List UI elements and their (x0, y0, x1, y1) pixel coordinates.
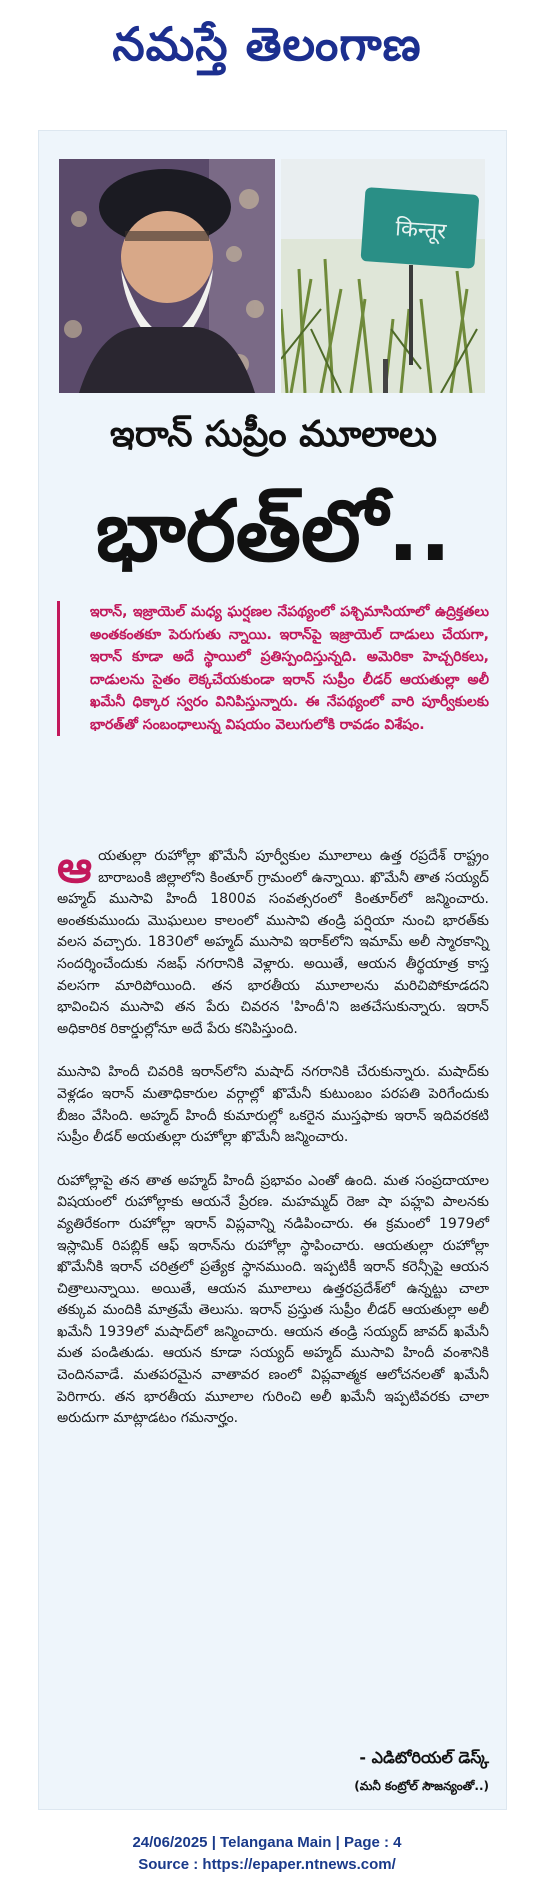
source-link[interactable]: Source : https://epaper.ntnews.com/ (138, 1856, 396, 1873)
article-body (57, 842, 489, 1452)
byline: - ఎడిటోరియల్ డెస్క్ (359, 1748, 489, 1767)
newspaper-logo: నమస్తే తెలంగాణ (112, 17, 422, 71)
cleric-portrait-image (59, 159, 275, 393)
masthead (0, 0, 534, 86)
news-clipping (38, 130, 507, 1810)
courtesy-note: (మనీ కంట్రోల్ సౌజన్యంతో..) (354, 1779, 489, 1793)
standfirst-text: ఇరాన్, ఇజ్రాయెల్ మధ్య ఘర్షణల నేపథ్యంలో పశ్చిమాసియాలో ఉద్రిక్తతలు అంతకంతకూ పెరుగుతు న్నాయి. ఇరాన్‌పై ఇజ్రాయెల్ దాడులు చేయగా, ఇరాన్ కూడా అదే స్థాయిలో ప్రతిస్పందిస్తున్నది. అమెరికా హెచ్చరికలు, దాడులను సైతం లెక్కచేయకుండా ఇరాన్ సుప్రీం లీడర్ ఆయతుల్లా అలీ ఖమేనీ ధిక్కార స్వరం వినిపిస్తున్నారు. ఈ నేపథ్యంలో వారి పూర్వీకులకు భారత్‌తో సంబంధాలున్న విషయం వెలుగులోకి రావడం విశేషం. (90, 604, 489, 733)
body-paragraph-3: రుహోల్లాపై తన తాత అహ్మద్ హిందీ ప్రభావం ఎంతో ఉంది. మత సంప్రదాయాల విషయంలో రుహోల్లాకు ఆయనే ప్రేరణ. మహమ్మద్ రెజా షా పహ్లవి పాలనకు వ్యతిరేకంగా రుహోల్లా ఇరాన్ విప్లవాన్ని నడిపించారు. ఈ క్రమంలో 1979లో ఇస్లామిక్ రిపబ్లిక్ ఆఫ్ ఇరాన్‌ను రుహోల్లా స్థాపించారు. ఆయతుల్లా రుహోల్లా ఖొమేనీకి ఇరాన్ చరిత్రలో ప్రత్యేక స్థానముంది. ఇప్పటికీ ఇరాన్ కరెన్సీపై ఆయన చిత్రాలున్నాయి. అయితే, ఆయన మూలాలు ఉత్తరప్రదేశ్‌లో ఉన్నట్టు చాలా తక్కువ మందికి మాత్రమే తెలుసు. ఇరాన్ ప్రస్తుత సుప్రీం లీడర్ ఆయతుల్లా అలీ ఖమేనీ 1939లో మషాద్‌లో జన్మించారు. ఆయన తండ్రి సయ్యద్ జావద్ ఖమేనీ మత పండితుడు. ఆయన కూడా సయ్యద్ అహ్మద్ ముసావి హిందీ వంశానికి చెందినవాడే. మతపరమైన వాతావర ణంలో విప్లవాత్మక ఆలోచనలతో ఖమేనీ పెరిగారు. తన భారతీయ మూలాల గురించి అలీ ఖమేనీ ఇప్పటివరకు చాలా అరుదుగా మాట్లాడటం గమనార్హం. (57, 1172, 489, 1427)
photo-strip (59, 159, 485, 393)
headline-line-1: ఇరాన్ సుప్రీం మూలాలు (110, 414, 437, 455)
edition-info: 24/06/2025 | Telangana Main | Page : 4 (132, 1834, 402, 1851)
page-footer (0, 1832, 534, 1876)
body-paragraph-2: ముసావి హిందీ చివరికి ఇరాన్‌లోని మషాద్ నగరానికి చేరుకున్నారు. మషాద్‌కు వెళ్లడం ఇరాన్ మతాధికారుల వర్గాల్లో ఖొమేనీ కుటుంబం పరపతి పెరిగేందుకు బీజం వేసింది. అహ్మద్ హిందీ కుమారుల్లో ఒకరైన ముస్తఫాకు ఇరాన్ ఇదివరకటి సుప్రీం లీడర్ అయతుల్లా రుహోల్లా ఖొమేనీ జన్మించారు. (57, 1064, 489, 1146)
body-paragraph-1 (57, 842, 489, 1040)
body-paragraph-1-text: యతుల్లా రుహోల్లా ఖొమేనీ పూర్వీకుల మూలాలు ఉత్త రప్రదేశ్ రాష్ట్రం బారాబంకి జిల్లాలోని కింతూర్ గ్రామంలో ఉన్నాయి. ఖొమేనీ తాత సయ్యద్ అహ్మద్ ముసావి హిందీ 1800వ సంవత్సరంలో కింతూర్‌లో జన్మించారు. అంతకుముందు మొఘలుల కాలంలో ముసావి తండ్రి పర్షియా నుంచి భారత్‌కు వలస వచ్చారు. 1830లో అహ్మద్ ముసావి ఇరాక్‌లోని ఇమామ్ అలీ స్మారకాన్ని సందర్శించేందుకు నజఫ్ నగరానికి వెళ్లారు. అయితే, ఆయన తీర్థయాత్ర కాస్త వలసగా మారిపోయింది. తన భారతీయ మూలాలను మరిచిపోకూడదని భావించిన ముసావి తన పేరు చివరన 'హిందీ'ని జతచేసుకున్నారు. ఇరాన్ అధికారిక రికార్డుల్లోనూ అదే పేరు కనిపిస్తుంది. (57, 848, 489, 1037)
standfirst (57, 601, 489, 736)
sign-text: किन्तूर (394, 216, 448, 245)
village-sign-image (281, 159, 485, 393)
drop-cap: ఆ (57, 842, 93, 893)
headline-line-2: భారత్‌లో.. (95, 482, 452, 580)
